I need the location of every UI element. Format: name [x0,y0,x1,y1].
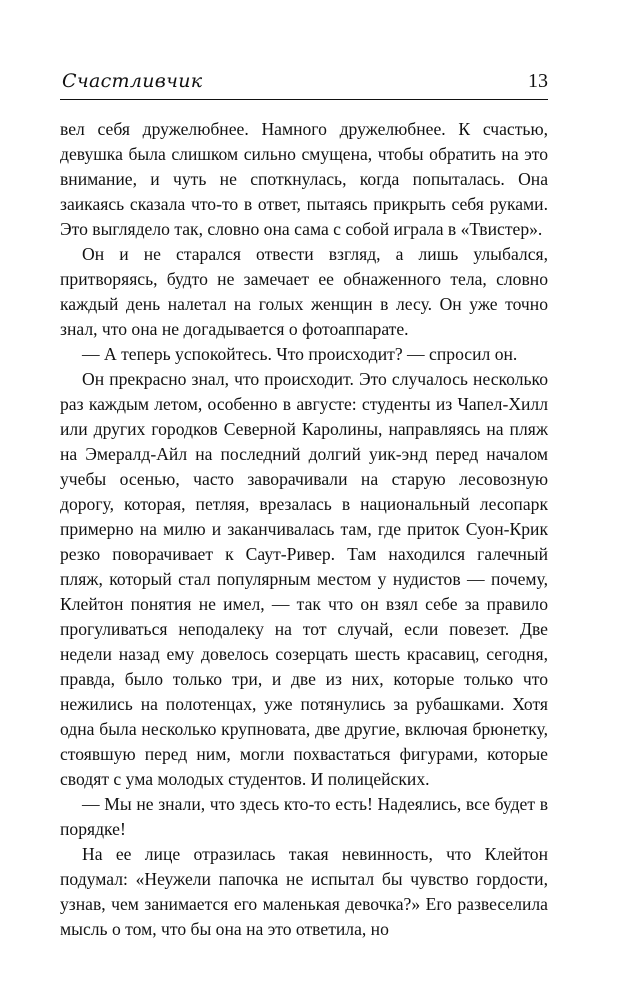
book-page [60,70,548,939]
paragraph: Он и не старался отвести взгляд, а лишь улыбался, притворяясь, будто не замечает ее обнаженного тела, словно каждый день налетал на голых женщин в лесу. Он уже точно знал, что она не догадывается о фотоаппарате. [60,244,548,339]
paragraph: Он прекрасно знал, что происходит. Это случалось несколько раз каждым летом, особенно в августе: студенты из Чапел-Хилл или других городков Северной Каролины, направляясь на пляж на Эмералд-Айл на последний долгий уик-энд перед началом учебы осенью, часто заворачивали на старую лесовозную дорогу, которая, петляя, врезалась в национальный лесопарк примерно на милю и заканчивалась там, где приток Суон-Крик резко поворачивает к Саут-Ривер. Там находился галечный пляж, который стал популярным местом у нудистов — почему, Клейтон понятия не имел, — так что он взял себе за правило прогуливаться неподалеку на тот случай, если повезет. Две недели назад ему довелось созерцать шесть красавиц, сегодня, правда, было только три, и две из них, которые только что нежились на полотенцах, уже потянулись за рубашками. Хотя одна была несколько крупновата, две другие, включая брюнетку, стоявшую перед ним, могли похвастаться фигурами, которые сводят с ума молодых студентов. И полицейских. [60,369,548,789]
page-number: 13 [528,70,548,92]
running-title: Счастливчик [62,70,203,92]
paragraph: вел себя дружелюбнее. Намного дружелюбнее. К счастью, девушка была слишком сильно смущена, чтобы обратить на это внимание, и чуть не споткнулась, когда попыталась. Она заикаясь сказала что-то в ответ, пытаясь прикрыть себя руками. Это выглядело так, словно она сама с собой играла в «Твистер». [60,119,548,239]
paragraph: — А теперь успокойтесь. Что происходит? — спросил он. [82,344,518,364]
header-rule [60,99,548,100]
body-text [60,117,548,942]
page-header [60,70,548,98]
paragraph: — Мы не знали, что здесь кто-то есть! Надеялись, все будет в порядке! [60,794,548,839]
paragraph: На ее лице отразилась такая невинность, что Клейтон подумал: «Неужели папочка не испытал бы чувство гордости, узнав, чем занимается его маленькая девочка?» Его развеселила мысль о том, что бы она на это ответила, но [60,844,548,939]
